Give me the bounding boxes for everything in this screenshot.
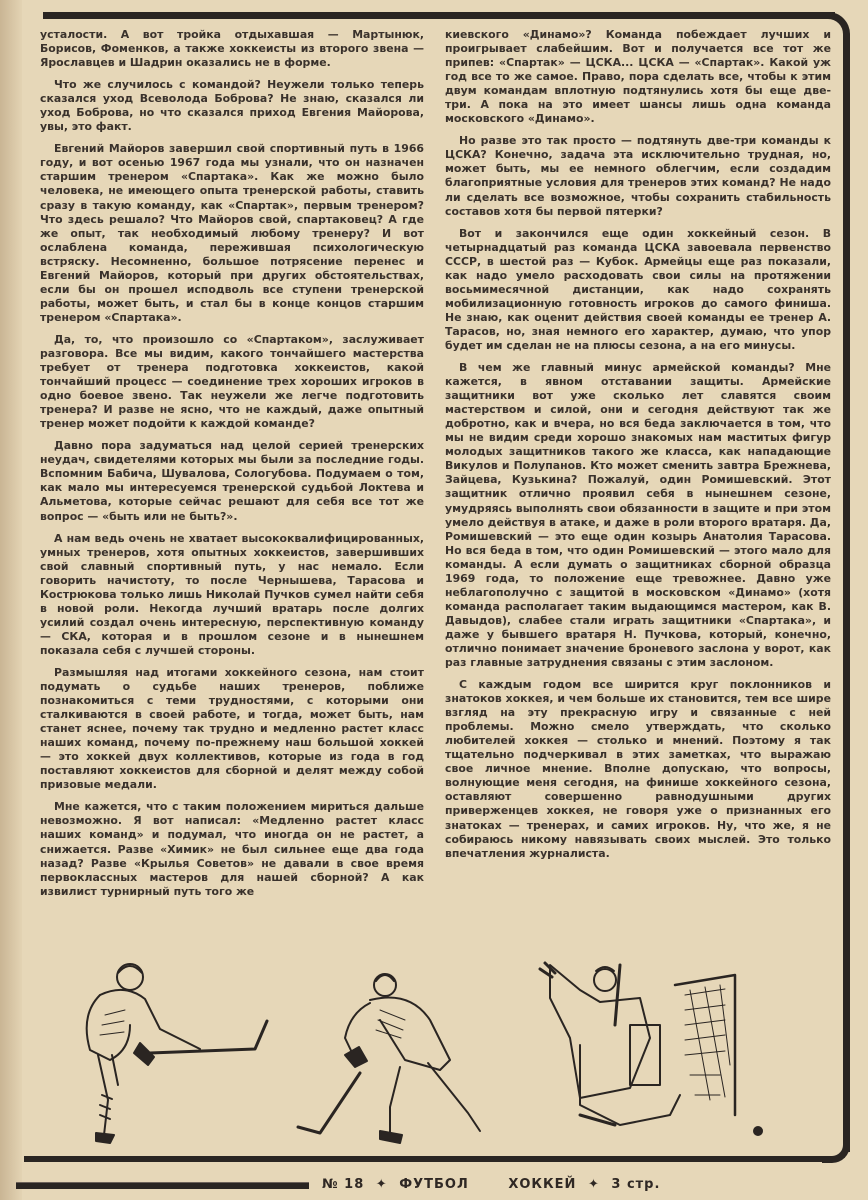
paragraph: Вот и закончился еще один хоккейный сезон. В четырнадцатый раз команда ЦСКА завоевала первенство СССР, в шестой раз — Кубок. Армейцы еще раз показали, как надо умело расходовать свои силы на протяжении восьмимесячной дистанции, как надо сохранять мобилизационную готовность игроков до самого финиша. Не знаю, как оценит действия своей команды ее тренер А. Тарасов, но, зная немного его характер, думаю, что упор будет им сделан не на плюсы сезона, а на его минусы. bbox=[445, 226, 831, 352]
paragraph: Евгений Майоров завершил свой спортивный путь в 1966 году, и вот осенью 1967 года мы узнали, что он назначен старшим тренером «Спартака». Как же можно было человека, не имеющего опыта тренерской работы, ставить сразу в такую команду, как «Спартак», первым тренером? Что здесь решало? Что Майоров свой, спартаковец? А где же опыт, так необходимый любому тренеру? И вот ослаблена команда, пережившая психологическую встряску. Несомненно, большое потрясение перенес и Евгений Майоров, который при других обстоятельствах, если бы он прошел исподволь все ступени тренерской работы, может быть, и стал бы в конце концов старшим тренером «Спартака». bbox=[40, 142, 424, 324]
hockey-player-shooter-drawing bbox=[87, 964, 267, 1143]
paragraph: киевского «Динамо»? Команда побеждает лучших и проигрывает слабейшим. Вот и получается все тот же припев: «Спартак» — ЦСКА... ЦСКА — «Спартак». Какой уж год все то же самое. Право, пора сделать все, чтобы к этим двум командам вплотную подтянулись хотя бы еще две-три. А пока на это имеет шансы лишь одна команда московского «Динамо». bbox=[445, 28, 831, 126]
issue-number: № 18 bbox=[322, 1177, 365, 1192]
section-label-football: ФУТБОЛ bbox=[399, 1177, 469, 1192]
paragraph: Но разве это так просто — подтянуть две-три команды к ЦСКА? Конечно, задача эта исключительно трудная, но, может быть, мы ее немного облегчим, если создадим благоприятные условия для тренеров этих команд? Не надо ли сделать все возможное, чтобы сохранить стабильность составов хотя бы первой пятерки? bbox=[445, 134, 831, 218]
frame-rule-right bbox=[843, 40, 850, 1152]
paragraph: Что же случилось с командой? Неужели только теперь сказался уход Всеволода Боброва? Не знаю, сказался ли уход Боброва, но что сказался приход Евгения Майорова, увы, это факт. bbox=[40, 78, 424, 134]
paragraph: Мне кажется, что с таким положением мириться дальше невозможно. Я вот написал: «Медленно растет класс наших команд» и подумал, что иногда он не растет, а снижается. Разве «Химик» не был сильнее еще два года назад? Разве «Крылья Советов» не давали в свое время первоклассных мастеров для нашей сборной? А как извилист турнирный путь того же bbox=[40, 800, 424, 898]
frame-rule-bottom bbox=[24, 1156, 832, 1162]
frame-rule-top bbox=[43, 12, 835, 19]
page-footer bbox=[322, 1177, 862, 1192]
article-column-right bbox=[445, 28, 831, 869]
paragraph: А нам ведь очень не хватает высококвалифицированных, умных тренеров, хотя опытных хоккеистов, завершивших свой славный спортивный путь, у нас немало. Если говорить начистоту, то после Чернышева, Тарасова и Кострюкова только лишь Николай Пучков сумел найти себя в новой роли. Некогда лучший вратарь после долгих усилий создал очень интересную, перспективную команду — СКА, которая и в прошлом сезоне и в нынешнем показала себя с лучшей стороны. bbox=[40, 531, 424, 657]
article-column-left bbox=[40, 28, 424, 907]
page-number: 3 стр. bbox=[611, 1177, 661, 1192]
paragraph: Да, то, что произошло со «Спартаком», заслуживает разговора. Все мы видим, какого тончайшего мастерства требует от тренера подготовка хоккеистов, какой тончайший процесс — соединение трех хороших игроков в одно боевое звено. Так неужели же легче подготовить тренера? И разве не ясно, что не каждый, даже опытный тренер может подойти к каждой команде? bbox=[40, 332, 424, 431]
paper-edge bbox=[0, 0, 22, 1200]
paragraph: Давно пора задуматься над целой серией тренерских неудач, свидетелями которых мы были за последние годы. Вспомним Бабича, Шувалова, Сологубова. Подумаем о том, как мало мы интересуемся тренерской судьбой Локтева и Альметова, которые сейчас решают для себя все тот же вопрос — «быть или не быть?». bbox=[40, 439, 424, 523]
hockey-player-skater-drawing bbox=[298, 974, 480, 1143]
hockey-goalie-drawing bbox=[540, 963, 762, 1135]
separator-icon: ✦ bbox=[587, 1177, 600, 1192]
paragraph: Размышляя над итогами хоккейного сезона, нам стоит подумать о судьбе наших тренеров, поближе познакомиться с теми трудностями, с которыми они сталкиваются в своей работе, и тогда, может быть, нам станет яснее, почему так трудно и медленно растет класс наших команд, почему по-прежнему наш большой хоккей — это хоккей двух коллективов, которые из года в год поставляют хоккеистов для сборной и делят между собой призовые медали. bbox=[40, 665, 424, 792]
hockey-players-illustration bbox=[40, 955, 780, 1155]
paragraph: С каждым годом все ширится круг поклонников и знатоков хоккея, и чем больше их становится, тем все шире взгляд на эту прекрасную игру и связанные с ней проблемы. Можно смело утверждать, что сколько любителей хоккея — столько и мнений. Поэтому я так тщательно подчеркивал в этих заметках, что выражаю свое личное мнение. Вполне допускаю, что вопросы, волнующие меня сегодня, на финише хоккейного сезона, оставляют совершенно равнодушными других приверженцев хоккея, не говоря уже о признанных его знатоках — тренерах, и самих игроков. Ну, что же, я не собираюсь никому навязывать своих мыслей. Это только впечатления журналиста. bbox=[445, 678, 831, 860]
separator-icon: ✦ bbox=[375, 1177, 388, 1192]
section-label-hockey: ХОККЕЙ bbox=[508, 1177, 577, 1192]
paragraph: В чем же главный минус армейской команды? Мне кажется, в явном отставании защиты. Армейские защитники вот уже сколько лет славятся своим мастерством и силой, они и сегодня действуют так же добротно, как и вчера, но вся беда заключается в том, что мы не видим среди хорошо знакомых нам маститых фигур молодых защитников такого же класса, как нападающие Викулов и Полупанов. Кто может сменить завтра Брежнева, Зайцева, Кузькина? Пожалуй, один Ромишевский. Этот защитник отлично проявил себя в нынешнем сезоне, умудряясь выполнять свои обязанности в защите и при этом умело действуя в атаке, и даже в роли второго вратаря. Да, Ромишевский — это еще один козырь Анатолия Тарасова. Но вся беда в том, что один Ромишевский — этого мало для команды. А если думать о защитниках сборной образца 1969 года, то положение еще тревожнее. Давно уже неблагополучно с защитой в московском «Динамо» (хотя команда располагает таким выдающимся мастером, как В. Давыдов), слабее стали играть защитники «Спартака», и даже у бывшего вратаря Н. Пучкова, который, конечно, отлично понимает значение броневого заслона у ворот, как раз главные затруднения связаны с этим заслоном. bbox=[445, 361, 831, 670]
paragraph: усталости. А вот тройка отдыхавшая — Мартынюк, Борисов, Фоменков, а также хоккеисты из второго звена — Ярославцев и Шадрин оказались не в форме. bbox=[40, 28, 424, 70]
footer-rule bbox=[16, 1182, 309, 1189]
